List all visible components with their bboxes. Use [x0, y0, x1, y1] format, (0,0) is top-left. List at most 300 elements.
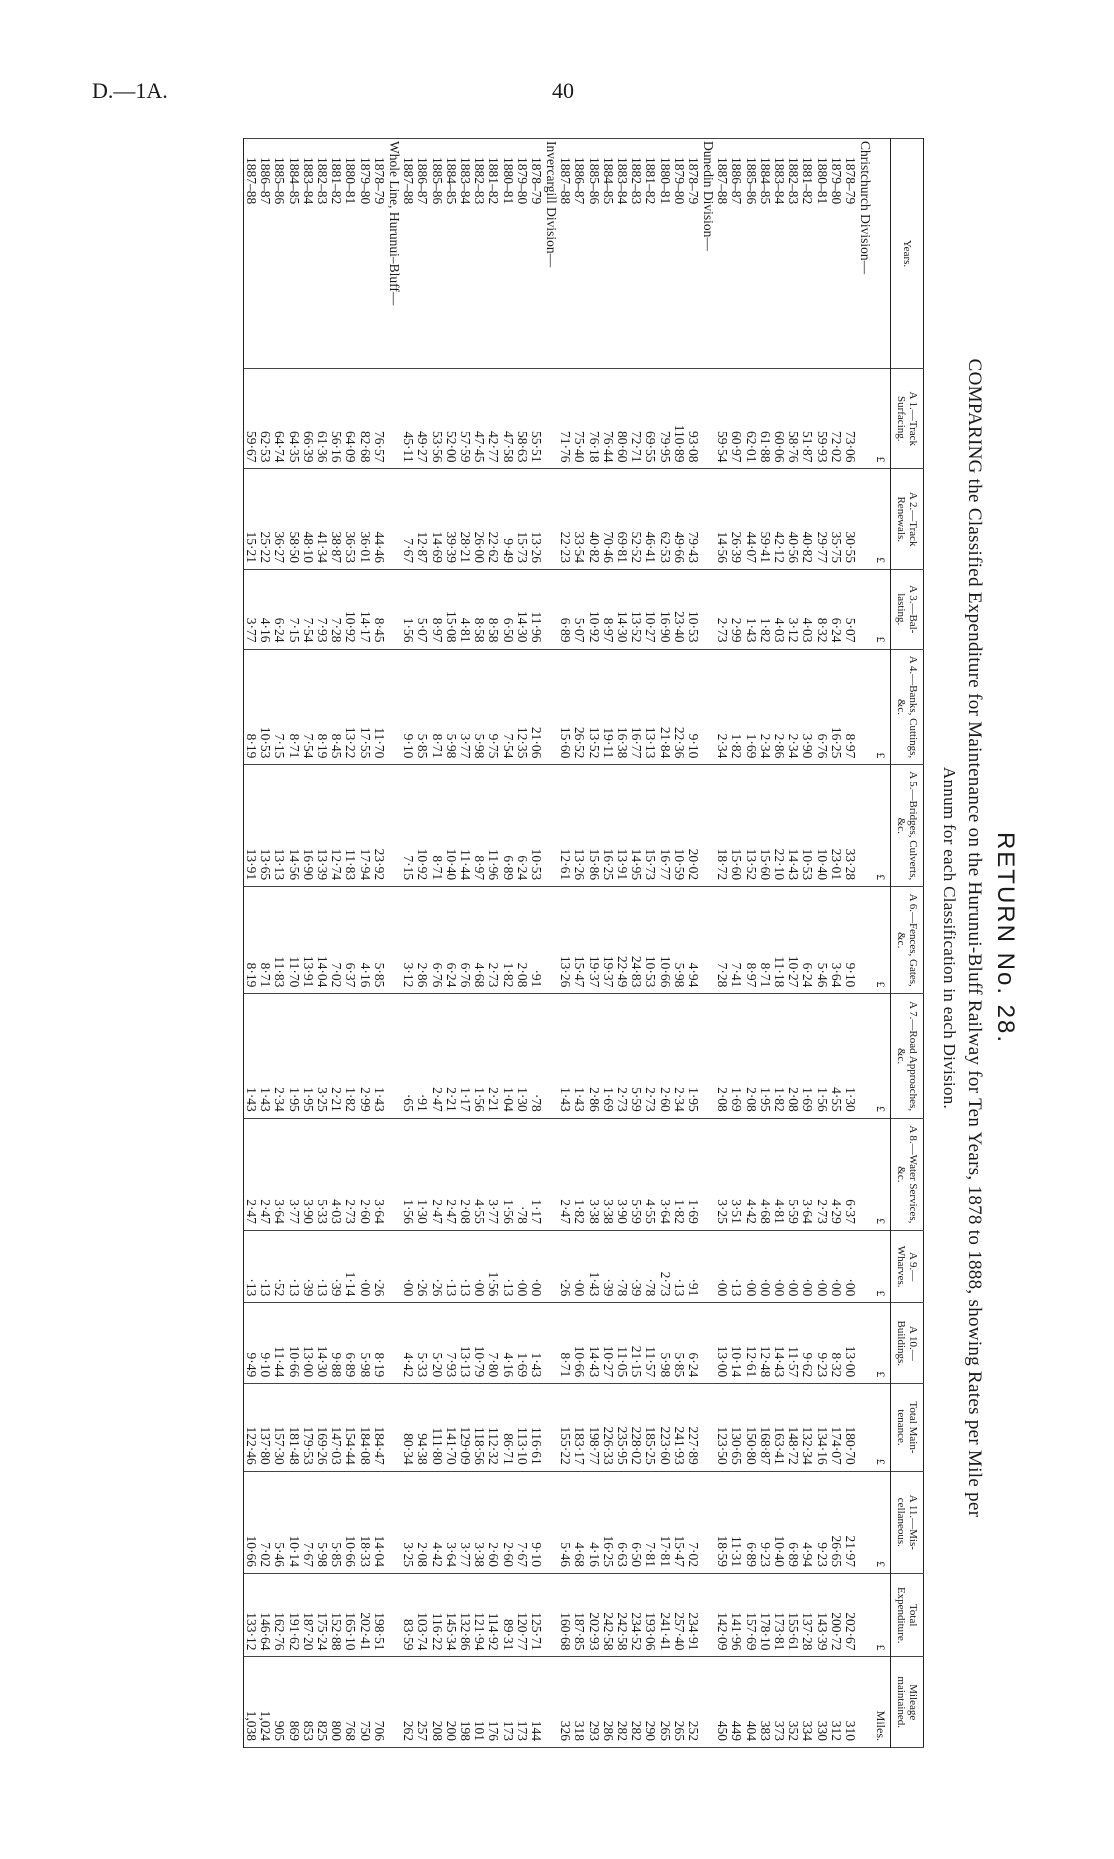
value-cell: 2·47 — [429, 1118, 443, 1230]
value-cell: 282 — [629, 1657, 643, 1748]
value-cell: 4·68 — [472, 887, 486, 994]
value-cell: 450 — [715, 1657, 729, 1748]
value-cell: 13·39 — [315, 765, 329, 887]
value-cell: 3·25 — [715, 1118, 729, 1230]
value-cell: 176 — [486, 1657, 500, 1748]
value-cell: 4·03 — [800, 569, 814, 649]
value-cell: 13·52 — [629, 569, 643, 649]
value-cell: 155·61 — [786, 1573, 800, 1656]
value-cell: 15·73 — [515, 469, 529, 569]
value-cell: 7·54 — [500, 649, 514, 765]
value-cell: 5·98 — [472, 649, 486, 765]
value-cell: ·00 — [529, 1230, 543, 1302]
value-cell: 4·81 — [458, 569, 472, 649]
value-cell: 15·60 — [758, 765, 772, 887]
column-header: A 6.—Fences, Gates, &c. — [891, 887, 924, 994]
value-cell: 3·12 — [401, 887, 415, 994]
column-header: A 5.—Bridges, Culverts, &c. — [891, 765, 924, 887]
value-cell: 8·97 — [601, 569, 615, 649]
value-cell: ·00 — [401, 1230, 415, 1302]
value-cell: 257·40 — [672, 1573, 686, 1656]
value-cell: 5·85 — [372, 887, 386, 994]
value-cell: 16·25 — [601, 1471, 615, 1573]
value-cell: 8·19 — [372, 1303, 386, 1384]
empty-cell — [700, 1118, 715, 1230]
column-header: Years. — [891, 139, 924, 369]
empty-cell — [700, 469, 715, 569]
year-cell: 1883–84 — [458, 139, 472, 369]
value-cell: 1·43 — [572, 994, 586, 1118]
value-cell: 202·67 — [843, 1573, 857, 1656]
value-cell: 181·48 — [286, 1384, 300, 1471]
value-cell: 1·43 — [743, 569, 757, 649]
table-row — [657, 139, 671, 1748]
value-cell: 113·10 — [515, 1384, 529, 1471]
value-cell: 93·08 — [686, 369, 700, 469]
value-cell: 5·98 — [315, 1471, 329, 1573]
value-cell: 157·69 — [743, 1573, 757, 1656]
empty-cell — [700, 1573, 715, 1656]
value-cell: 310 — [843, 1657, 857, 1748]
year-cell: 1884–85 — [601, 139, 615, 369]
value-cell: ·78 — [643, 1230, 657, 1302]
value-cell: 56·16 — [329, 369, 343, 469]
value-cell: 14·43 — [772, 1303, 786, 1384]
value-cell: 8·71 — [258, 887, 272, 994]
value-cell: 14·17 — [358, 569, 372, 649]
value-cell: 6·24 — [686, 1303, 700, 1384]
value-cell: 373 — [772, 1657, 786, 1748]
empty-cell — [543, 1230, 558, 1302]
year-cell: 1884–85 — [444, 139, 458, 369]
value-cell: 184·08 — [358, 1384, 372, 1471]
value-cell: 3·38 — [601, 1118, 615, 1230]
value-cell: 1·69 — [515, 1303, 529, 1384]
value-cell: 1·95 — [301, 994, 315, 1118]
value-cell: 6·50 — [500, 569, 514, 649]
value-cell: 23·92 — [372, 765, 386, 887]
value-cell: 49·66 — [672, 469, 686, 569]
value-cell: 187·20 — [301, 1573, 315, 1656]
value-cell: 6·76 — [429, 887, 443, 994]
value-cell: 11·96 — [486, 765, 500, 887]
empty-cell — [386, 994, 401, 1118]
value-cell: 228·02 — [629, 1384, 643, 1471]
value-cell: 17·55 — [358, 649, 372, 765]
table-row — [444, 139, 458, 1748]
value-cell: ·65 — [401, 994, 415, 1118]
value-cell: ·39 — [301, 1230, 315, 1302]
value-cell: 3·64 — [444, 1471, 458, 1573]
value-cell: 1·43 — [586, 1230, 600, 1302]
value-cell: 10·27 — [601, 1303, 615, 1384]
value-cell: 44·07 — [743, 469, 757, 569]
value-cell: ·78 — [529, 994, 543, 1118]
value-cell: 6·89 — [743, 1471, 757, 1573]
value-cell: 14·04 — [315, 887, 329, 994]
value-cell: 9·75 — [486, 649, 500, 765]
value-cell: 6·24 — [272, 569, 286, 649]
value-cell: 11·44 — [458, 765, 472, 887]
value-cell: 706 — [372, 1657, 386, 1748]
value-cell: 7·54 — [301, 569, 315, 649]
table-row — [272, 139, 286, 1748]
value-cell: 4·94 — [800, 1471, 814, 1573]
value-cell: 13·91 — [301, 887, 315, 994]
value-cell: 1·69 — [743, 649, 757, 765]
value-cell: 23·40 — [672, 569, 686, 649]
value-cell: 265 — [657, 1657, 671, 1748]
empty-cell — [857, 649, 872, 765]
value-cell: 13·13 — [458, 1303, 472, 1384]
value-cell: 16·25 — [829, 649, 843, 765]
value-cell: 5·59 — [786, 1118, 800, 1230]
value-cell: 94·38 — [415, 1384, 429, 1471]
value-cell: 1·30 — [843, 994, 857, 1118]
value-cell: 141·70 — [444, 1384, 458, 1471]
empty-cell — [386, 369, 401, 469]
value-cell: 22·49 — [615, 887, 629, 994]
year-cell: 1885–86 — [272, 139, 286, 369]
value-cell: 1·43 — [243, 994, 258, 1118]
value-cell: 14·30 — [615, 569, 629, 649]
value-cell: ·00 — [843, 1230, 857, 1302]
value-cell: 1·69 — [686, 1118, 700, 1230]
value-cell: 6·24 — [800, 887, 814, 994]
table-row — [529, 139, 543, 1748]
value-cell: 154·44 — [343, 1384, 357, 1471]
column-header: A 7.—Road Approaches, &c. — [891, 994, 924, 1118]
value-cell: 4·42 — [429, 1471, 443, 1573]
value-cell: 7·67 — [401, 469, 415, 569]
unit-cell: £ — [872, 1118, 891, 1230]
value-cell: 1·43 — [558, 994, 572, 1118]
value-cell: 13·13 — [643, 649, 657, 765]
value-cell: 5·20 — [429, 1303, 443, 1384]
value-cell: 116·22 — [429, 1573, 443, 1656]
value-cell: 51·87 — [800, 369, 814, 469]
value-cell: 11·70 — [286, 887, 300, 994]
value-cell: 42·77 — [486, 369, 500, 469]
value-cell: 1·69 — [601, 994, 615, 1118]
division-name: Christchurch Division— — [857, 139, 872, 369]
value-cell: 73·06 — [843, 369, 857, 469]
value-cell: 9·49 — [500, 469, 514, 569]
value-cell: 60·06 — [772, 369, 786, 469]
division-name: Invercargill Division— — [543, 139, 558, 369]
empty-cell — [857, 569, 872, 649]
value-cell: ·13 — [458, 1230, 472, 1302]
value-cell: 198 — [458, 1657, 472, 1748]
value-cell: 3·51 — [729, 1118, 743, 1230]
value-cell: 184·47 — [372, 1384, 386, 1471]
value-cell: 185·25 — [643, 1384, 657, 1471]
year-cell: 1878–79 — [686, 139, 700, 369]
value-cell: 12·35 — [515, 649, 529, 765]
value-cell: 6·89 — [558, 569, 572, 649]
value-cell: 7·81 — [643, 1471, 657, 1573]
value-cell: 49·27 — [415, 369, 429, 469]
value-cell: 58·50 — [286, 469, 300, 569]
value-cell: 7·28 — [329, 569, 343, 649]
column-header: Total Expenditure. — [891, 1573, 924, 1656]
value-cell: 1·56 — [814, 994, 828, 1118]
value-cell: 10·27 — [786, 887, 800, 994]
empty-cell — [543, 469, 558, 569]
value-cell: 241·41 — [657, 1573, 671, 1656]
table-row — [814, 139, 828, 1748]
table-subtitle: Annum for each Classification in each Division. — [940, 766, 959, 1110]
value-cell: 5·33 — [415, 1303, 429, 1384]
value-cell: 80·34 — [401, 1384, 415, 1471]
empty-cell — [386, 1573, 401, 1656]
value-cell: 19·11 — [601, 649, 615, 765]
value-cell: 13·26 — [529, 469, 543, 569]
empty-cell — [857, 1303, 872, 1384]
value-cell: 7·93 — [444, 1303, 458, 1384]
value-cell: 200 — [444, 1657, 458, 1748]
year-cell: 1887–88 — [558, 139, 572, 369]
year-cell: 1887–88 — [401, 139, 415, 369]
value-cell: 2·47 — [243, 1118, 258, 1230]
value-cell: 16·38 — [615, 649, 629, 765]
value-cell: 53·56 — [429, 369, 443, 469]
value-cell: 13·91 — [615, 765, 629, 887]
value-cell: 6·89 — [343, 1303, 357, 1384]
value-cell: 187·85 — [572, 1573, 586, 1656]
value-cell: 130·65 — [729, 1384, 743, 1471]
empty-cell — [857, 765, 872, 887]
value-cell: 6·24 — [515, 765, 529, 887]
empty-cell — [700, 1230, 715, 1302]
value-cell: 110·89 — [672, 369, 686, 469]
value-cell: 5·85 — [329, 1471, 343, 1573]
value-cell: ·13 — [500, 1230, 514, 1302]
year-cell: 1880–81 — [657, 139, 671, 369]
value-cell: 2·21 — [486, 994, 500, 1118]
value-cell: 38·87 — [329, 469, 343, 569]
value-cell: 1·17 — [529, 1118, 543, 1230]
value-cell: 1·95 — [686, 994, 700, 1118]
value-cell: 10·53 — [529, 765, 543, 887]
division-row — [700, 139, 715, 1748]
empty-cell — [543, 1657, 558, 1748]
column-header: A 4.—Banks, Cuttings, &c. — [891, 649, 924, 765]
value-cell: 66·39 — [301, 369, 315, 469]
value-cell: 17·81 — [657, 1471, 671, 1573]
value-cell: ·00 — [572, 1230, 586, 1302]
value-cell: 8·97 — [429, 569, 443, 649]
value-cell: 750 — [358, 1657, 372, 1748]
value-cell: 62·53 — [258, 369, 272, 469]
value-cell: 330 — [814, 1657, 828, 1748]
table-row — [301, 139, 315, 1748]
value-cell: 1·43 — [372, 994, 386, 1118]
value-cell: 3·90 — [301, 1118, 315, 1230]
value-cell: 9·49 — [243, 1303, 258, 1384]
unit-cell: £ — [872, 1384, 891, 1471]
value-cell: ·39 — [601, 1230, 615, 1302]
table-row — [315, 139, 329, 1748]
year-cell: 1882–83 — [629, 139, 643, 369]
year-cell: 1883–84 — [615, 139, 629, 369]
division-name: Dunedin Division— — [700, 139, 715, 369]
empty-cell — [543, 765, 558, 887]
value-cell: 5·59 — [629, 994, 643, 1118]
value-cell: ·26 — [429, 1230, 443, 1302]
value-cell: ·13 — [286, 1230, 300, 1302]
value-cell: 1·82 — [672, 1118, 686, 1230]
units-blank-cell — [872, 139, 891, 369]
value-cell: 16·90 — [301, 765, 315, 887]
unit-cell: £ — [872, 1303, 891, 1384]
value-cell: 76·57 — [372, 369, 386, 469]
value-cell: 3·77 — [286, 1118, 300, 1230]
division-row — [543, 139, 558, 1748]
value-cell: 173 — [500, 1657, 514, 1748]
value-cell: 111·80 — [429, 1384, 443, 1471]
table-row — [515, 139, 529, 1748]
year-cell: 1883–84 — [301, 139, 315, 369]
value-cell: 352 — [786, 1657, 800, 1748]
empty-cell — [857, 1657, 872, 1748]
value-cell: 72·71 — [629, 369, 643, 469]
value-cell: 101 — [472, 1657, 486, 1748]
empty-cell — [857, 1471, 872, 1573]
unit-cell: £ — [872, 887, 891, 994]
value-cell: 152·88 — [329, 1573, 343, 1656]
value-cell: 137·28 — [800, 1573, 814, 1656]
value-cell: ·39 — [329, 1230, 343, 1302]
value-cell: 7·02 — [258, 1471, 272, 1573]
table-row — [258, 139, 272, 1748]
value-cell: 7·67 — [515, 1471, 529, 1573]
value-cell: 768 — [343, 1657, 357, 1748]
value-cell: 15·60 — [729, 765, 743, 887]
value-cell: 146·64 — [258, 1573, 272, 1656]
value-cell: 1·56 — [401, 1118, 415, 1230]
empty-cell — [700, 1384, 715, 1471]
value-cell: 14·56 — [715, 469, 729, 569]
value-cell: 282 — [615, 1657, 629, 1748]
value-cell: 148·72 — [786, 1384, 800, 1471]
year-cell: 1879–80 — [515, 139, 529, 369]
value-cell: 9·23 — [814, 1471, 828, 1573]
value-cell: 173·81 — [772, 1573, 786, 1656]
value-cell: 11·70 — [372, 649, 386, 765]
value-cell: 1·30 — [415, 1118, 429, 1230]
value-cell: 1·82 — [729, 649, 743, 765]
value-cell: 4·03 — [329, 1118, 343, 1230]
value-cell: 1·56 — [401, 569, 415, 649]
value-cell: 8·97 — [843, 649, 857, 765]
value-cell: 14·43 — [586, 1303, 600, 1384]
value-cell: 15·08 — [444, 569, 458, 649]
value-cell: 10·66 — [343, 1471, 357, 1573]
value-cell: 10·40 — [814, 765, 828, 887]
value-cell: 4·94 — [686, 887, 700, 994]
value-cell: 36·01 — [358, 469, 372, 569]
value-cell: 129·09 — [458, 1384, 472, 1471]
value-cell: 905 — [272, 1657, 286, 1748]
value-cell: 10·92 — [586, 569, 600, 649]
value-cell: 2·47 — [444, 1118, 458, 1230]
value-cell: 103·74 — [415, 1573, 429, 1656]
column-header: A 10.—Buildings. — [891, 1303, 924, 1384]
value-cell: 12·48 — [758, 1303, 772, 1384]
column-header: Mileage maintained. — [891, 1657, 924, 1748]
value-cell: 175·24 — [315, 1573, 329, 1656]
value-cell: 13·52 — [586, 649, 600, 765]
value-cell: 75·40 — [572, 369, 586, 469]
empty-cell — [386, 1230, 401, 1302]
year-cell: 1886–87 — [729, 139, 743, 369]
empty-cell — [386, 1657, 401, 1748]
value-cell: 2·08 — [515, 887, 529, 994]
value-cell: 10·53 — [800, 765, 814, 887]
value-cell: 1·69 — [729, 994, 743, 1118]
value-cell: 62·53 — [657, 469, 671, 569]
value-cell: 202·93 — [586, 1573, 600, 1656]
value-cell: 1·04 — [500, 994, 514, 1118]
value-cell: 7·15 — [272, 649, 286, 765]
empty-cell — [857, 994, 872, 1118]
value-cell: 8·45 — [372, 569, 386, 649]
value-cell: 286 — [601, 1657, 615, 1748]
value-cell: 18·33 — [358, 1471, 372, 1573]
table-row — [786, 139, 800, 1748]
value-cell: 2·34 — [272, 994, 286, 1118]
value-cell: 60·97 — [729, 369, 743, 469]
value-cell: 4·16 — [358, 887, 372, 994]
value-cell: 265 — [672, 1657, 686, 1748]
value-cell: 2·08 — [715, 994, 729, 1118]
value-cell: 173 — [515, 1657, 529, 1748]
value-cell: 242·58 — [601, 1573, 615, 1656]
value-cell: 5·46 — [814, 887, 828, 994]
value-cell: 1·82 — [772, 994, 786, 1118]
table-row — [572, 139, 586, 1748]
value-cell: 10·66 — [243, 1471, 258, 1573]
value-cell: 141·96 — [729, 1573, 743, 1656]
division-row — [386, 139, 401, 1748]
value-cell: ·13 — [315, 1230, 329, 1302]
value-cell: ·00 — [743, 1230, 757, 1302]
year-cell: 1886–87 — [258, 139, 272, 369]
value-cell: 8·32 — [814, 569, 828, 649]
empty-cell — [700, 1657, 715, 1748]
value-cell: 223·60 — [657, 1384, 671, 1471]
value-cell: 2·34 — [672, 994, 686, 1118]
value-cell: 2·99 — [729, 569, 743, 649]
empty-cell — [543, 1573, 558, 1656]
table-row — [401, 139, 415, 1748]
value-cell: 5·33 — [315, 1118, 329, 1230]
value-cell: 191·62 — [286, 1573, 300, 1656]
value-cell: 8·97 — [743, 887, 757, 994]
value-cell: 179·53 — [301, 1384, 315, 1471]
value-cell: 16·77 — [657, 765, 671, 887]
value-cell: 5·85 — [415, 649, 429, 765]
value-cell: 5·46 — [272, 1471, 286, 1573]
value-cell: 36·27 — [272, 469, 286, 569]
value-cell: 5·07 — [843, 569, 857, 649]
value-cell: 2·86 — [415, 887, 429, 994]
value-cell: 853 — [301, 1657, 315, 1748]
value-cell: 2·73 — [486, 887, 500, 994]
value-cell: 4·81 — [772, 1118, 786, 1230]
year-cell: 1885–86 — [743, 139, 757, 369]
